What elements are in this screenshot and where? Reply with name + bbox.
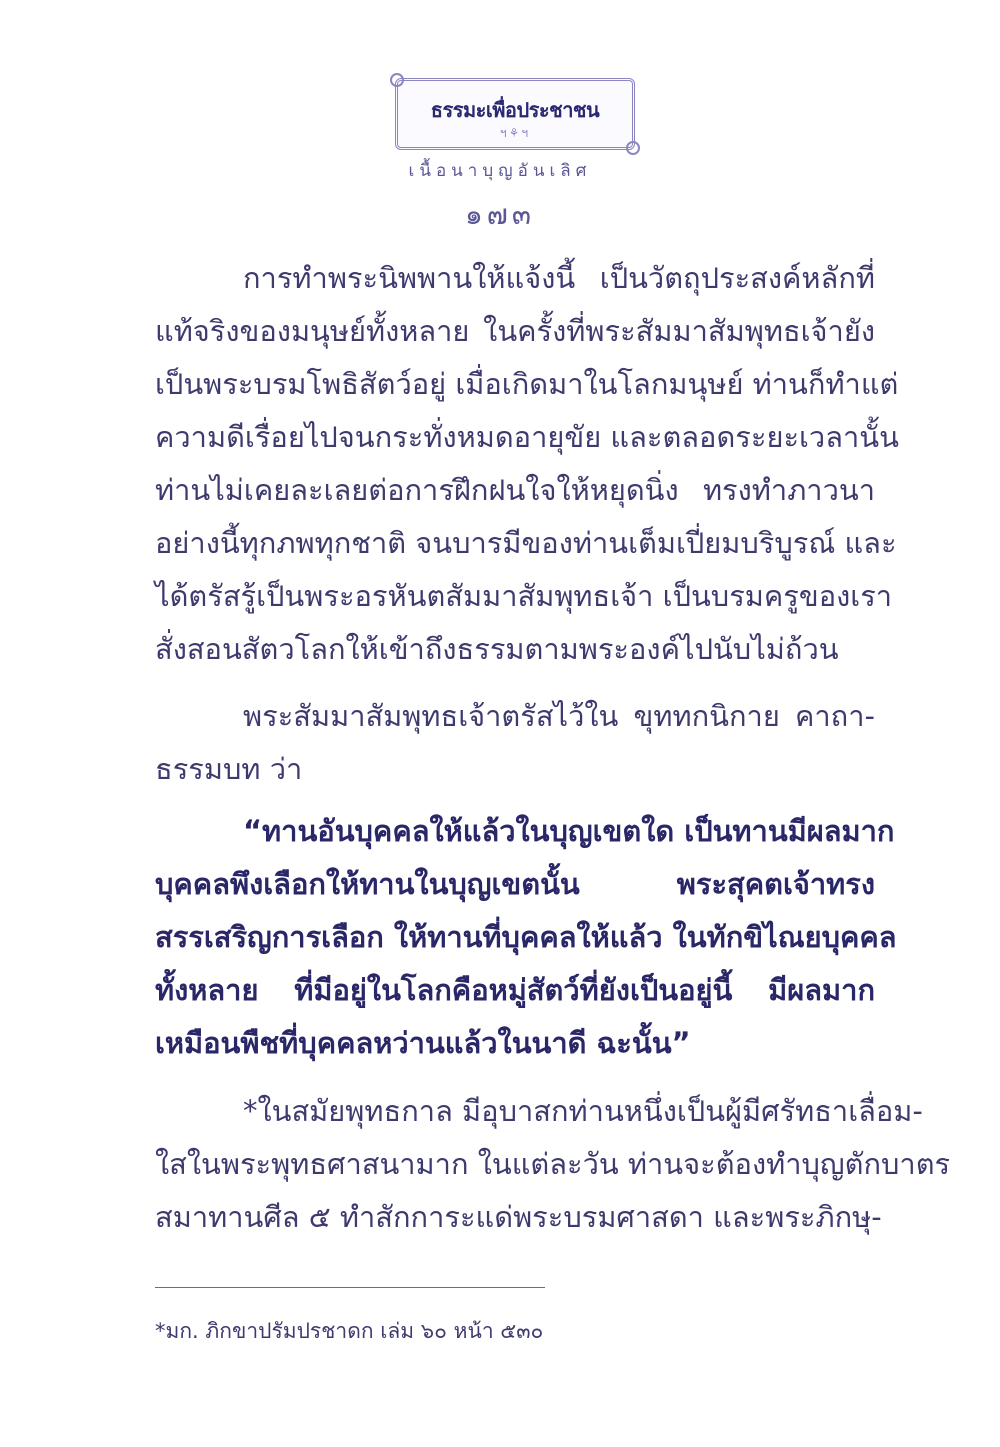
- paragraph-3: [155, 1085, 951, 1244]
- paragraph-line: เป็นพระบรมโพธิสัตว์อยู่ เมื่อเกิดมาในโลกมนุษย์ ท่านก็ทำแต่: [155, 367, 899, 401]
- paragraph-line: แท้จริงของมนุษย์ทั้งหลาย ในครั้งที่พระสัมมาสัมพุทธเจ้ายัง: [155, 314, 875, 348]
- quote-line: “ทานอันบุคคลให้แล้วในบุญเขตใด เป็นทานมีผลมาก: [243, 814, 895, 848]
- paragraph-line: สั่งสอนสัตวโลกให้เข้าถึงธรรมตามพระองค์ไปนับไม่ถ้วน: [155, 632, 839, 666]
- footnote-divider: [155, 1287, 545, 1288]
- logo-ornament: ฯ⚘ฯ: [499, 126, 531, 140]
- paragraph-line: พระสัมมาสัมพุทธเจ้าตรัสไว้ใน ขุททกนิกาย คาถา-: [243, 699, 875, 733]
- quote-line: เหมือนพืชที่บุคคลหว่านแล้วในนาดี ฉะนั้น”: [155, 1026, 691, 1060]
- paragraph-line: ธรรมบท ว่า: [155, 752, 303, 786]
- paragraph-1: [155, 252, 899, 676]
- quote-line: สรรเสริญการเลือก ให้ทานที่บุคคลให้แล้ว ในทักขิไณยบุคคล: [155, 920, 897, 954]
- quote-line: ทั้งหลาย ที่มีอยู่ในโลกคือหมู่สัตว์ที่ยังเป็นอยู่นี้ มีผลมาก: [155, 973, 875, 1007]
- footnote: *มก. ภิกขาปรัมปรชาดก เล่ม ๖๐ หน้า ๕๓๐: [155, 1319, 544, 1343]
- paragraph-line: ใสในพระพุทธศาสนามาก ในแต่ละวัน ท่านจะต้องทำบุญตักบาตร: [155, 1147, 951, 1181]
- paragraph-line: ได้ตรัสรู้เป็นพระอรหันตสัมมาสัมพุทธเจ้า เป็นบรมครูของเรา: [155, 579, 893, 613]
- logo: [395, 78, 635, 150]
- page-number: ๑๗๓: [465, 198, 535, 231]
- paragraph-line: *ในสมัยพุทธกาล มีอุบาสกท่านหนึ่งเป็นผู้มีศรัทธาเลื่อม-: [243, 1094, 923, 1128]
- book-subtitle: เนื้อนาบุญอันเลิศ: [408, 161, 592, 181]
- logo-text: ธรรมะเพื่อประชาชน: [430, 98, 600, 122]
- quote-line: บุคคลพึงเลือกให้ทานในบุญเขตนั้น พระสุคตเจ้าทรง: [155, 867, 875, 901]
- paragraph-line: ท่านไม่เคยละเลยต่อการฝึกฝนใจให้หยุดนิ่ง ทรงทำภาวนา: [155, 473, 875, 507]
- quote-block: [155, 805, 897, 1070]
- paragraph-line: การทำพระนิพพานให้แจ้งนี้ เป็นวัตถุประสงค์หลักที่: [243, 261, 875, 295]
- paragraph-line: ความดีเรื่อยไปจนกระทั่งหมดอายุขัย และตลอดระยะเวลานั้น: [155, 420, 899, 454]
- paragraph-line: อย่างนี้ทุกภพทุกชาติ จนบารมีของท่านเต็มเปี่ยมบริบูรณ์ และ: [155, 526, 897, 560]
- paragraph-2: [155, 690, 875, 796]
- paragraph-line: สมาทานศีล ๕ ทำสักการะแด่พระบรมศาสดา และพระภิกษุ-: [155, 1200, 882, 1234]
